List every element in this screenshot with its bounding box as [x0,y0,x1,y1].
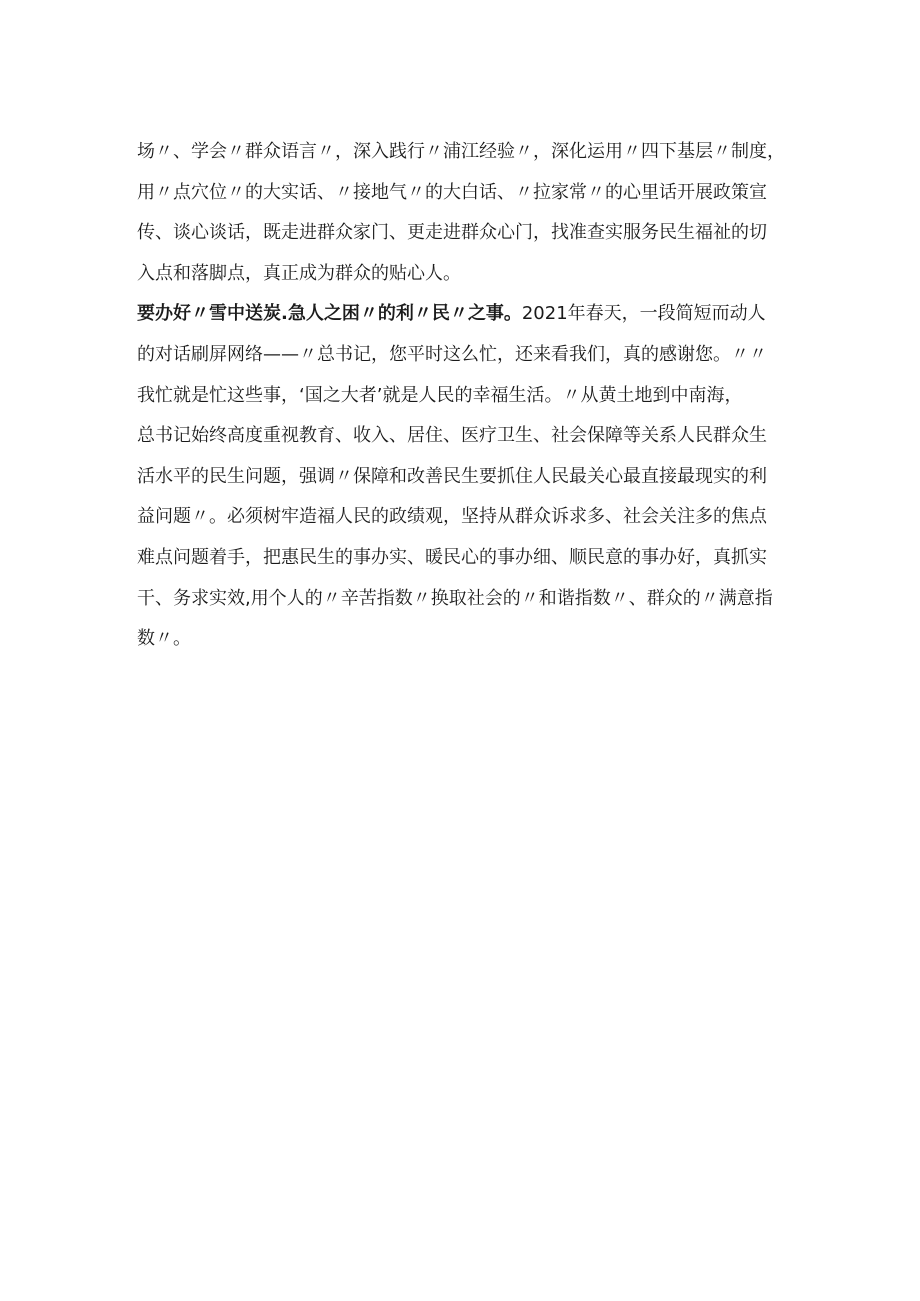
paragraph-2-line-3: 我忙就是忙这些事，‘国之大者’就是人民的幸福生活。〃从黄土地到中南海， [137,384,743,406]
paragraph-2-line-8: 干、务求实效,用个人的〃辛苦指数〃换取社会的〃和谐指数〃、群众的〃满意指 [137,587,773,609]
paragraph-2-first-line-text: 2021年春天，一段简短而动人 [521,303,766,325]
paragraph-2-line-6: 益问题〃。必须树牢造福人民的政绩观，坚持从群众诉求多、社会关注多的焦点 [137,506,767,528]
paragraph-2-line-7: 难点问题着手，把惠民生的事办实、暖民心的事办细、顺民意的事办好，真抓实 [137,546,767,568]
paragraph-1-line-2: 用〃点穴位〃的大实话、〃接地气〃的大白话、〃拉家常〃的心里话开展政策宣 [137,181,767,203]
paragraph-2-line-5: 活水平的民生问题，强调〃保障和改善民生要抓住人民最关心最直接最现实的利 [137,465,767,487]
paragraph-1-line-4: 入点和落脚点，真正成为群众的贴心人。 [137,262,461,284]
paragraph-2-line-4: 总书记始终高度重视教育、收入、居住、医疗卫生、社会保障等关系人民群众生 [137,425,767,447]
paragraph-1-line-1: 场〃、学会〃群众语言〃，深入践行〃浦江经验〃，深化运用〃四下基层〃制度， [137,141,785,162]
paragraph-1-line-3: 传、谈心谈话，既走进群众家门、更走进群众心门，找准查实服务民生福祉的切 [137,222,767,244]
paragraph-2-line-2: 的对话刷屏网络——〃总书记，您平时这么忙，还来看我们，真的感谢您。〃〃 [137,343,767,365]
body-text [137,132,807,660]
paragraph-2-line-1 [137,294,807,335]
paragraph-2-line-9: 数〃。 [137,628,191,650]
paragraph-2-heading: 要办好〃雪中送炭.急人之困〃的利〃民〃之事。 [137,303,522,325]
